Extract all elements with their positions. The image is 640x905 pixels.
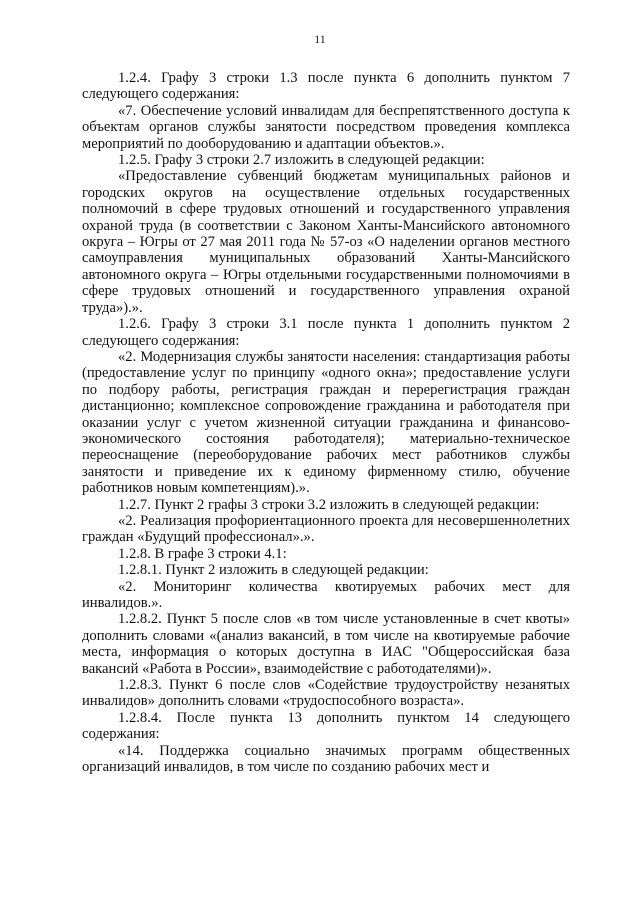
paragraph-1-2-8: 1.2.8. В графе 3 строки 4.1:	[118, 545, 287, 562]
paragraph-1-2-8-3: 1.2.8.3. Пункт 6 после слов «Содействие трудоустройству незанятых инвалидов» дополнить словами «трудоспособного возраста».	[82, 677, 570, 710]
paragraph-1-2-5: 1.2.5. Графу 3 строки 2.7 изложить в следующей редакции:	[118, 152, 485, 169]
paragraph-1-2-8-1: 1.2.8.1. Пункт 2 изложить в следующей редакции:	[118, 562, 429, 579]
page-number: 11	[314, 32, 326, 46]
paragraph-1-2-4: 1.2.4. Графу 3 строки 1.3 после пункта 6 дополнить пунктом 7 следующего содержания:	[82, 70, 570, 103]
paragraph-1-2-6: 1.2.6. Графу 3 строки 3.1 после пункта 1 дополнить пунктом 2 следующего содержания:	[82, 316, 570, 349]
paragraph-modernization: «2. Модернизация службы занятости населения: стандартизация работы (предоставление услуг по принципу «одного окна»; предоставление услуги по подбору работы, регистрация граждан и перерегистрация граждан дистанционно; комплексное сопровождение гражданина и работодателя при оказании услуг с учетом жизненной ситуации гражданина и финансово-экономического состояния работодателя); материально-техническое переоснащение (переоборудование рабочих мест работников службы занятости и приведение их к единому фирменному стилю, обучение работников новым компетенциям).».	[82, 348, 570, 497]
paragraph-project: «2. Реализация профориентационного проекта для несовершеннолетних граждан «Будущий профессионал».».	[82, 512, 570, 546]
document-body	[82, 70, 570, 775]
paragraph-1-2-8-4: 1.2.8.4. После пункта 13 дополнить пунктом 14 следующего содержания:	[82, 709, 570, 743]
paragraph-1-2-8-2: 1.2.8.2. Пункт 5 после слов «в том числе установленные в счет квоты» дополнить словами «(анализ вакансий, в том числе на квотируемые рабочие места, информация о которых доступна в ИАС "Общероссийская база вакансий «Работа в России», взаимодействие с работодателями)».	[82, 611, 570, 677]
paragraph-subventions: «Предоставление субвенций бюджетам муниципальных районов и городских округов на осуществление отдельных государственных полномочий в сфере трудовых отношений и государственного управления охраной труда (в соответствии с Законом Ханты-Мансийского автономного округа – Югры от 27 мая 2011 года № 57-оз «О наделении органов местного самоуправления муниципальных образований Ханты-Мансийского автономного округа – Югры отдельными государственными полномочиями в сфере трудовых отношений и государственного управления охраной труда»).».	[82, 168, 570, 316]
paragraph-1-2-7: 1.2.7. Пункт 2 графы 3 строки 3.2 изложить в следующей редакции:	[118, 496, 540, 513]
paragraph-item-7: «7. Обеспечение условий инвалидам для беспрепятственного доступа к объектам органов службы занятости посредством проведения комплекса мероприятий по дооборудованию и адаптации объектов.».	[82, 102, 570, 152]
paragraph-item-14: «14. Поддержка социально значимых программ общественных организаций инвалидов, в том числе по созданию рабочих мест и	[82, 742, 570, 776]
paragraph-monitoring: «2. Мониторинг количества квотируемых рабочих мест для инвалидов.».	[82, 578, 570, 611]
